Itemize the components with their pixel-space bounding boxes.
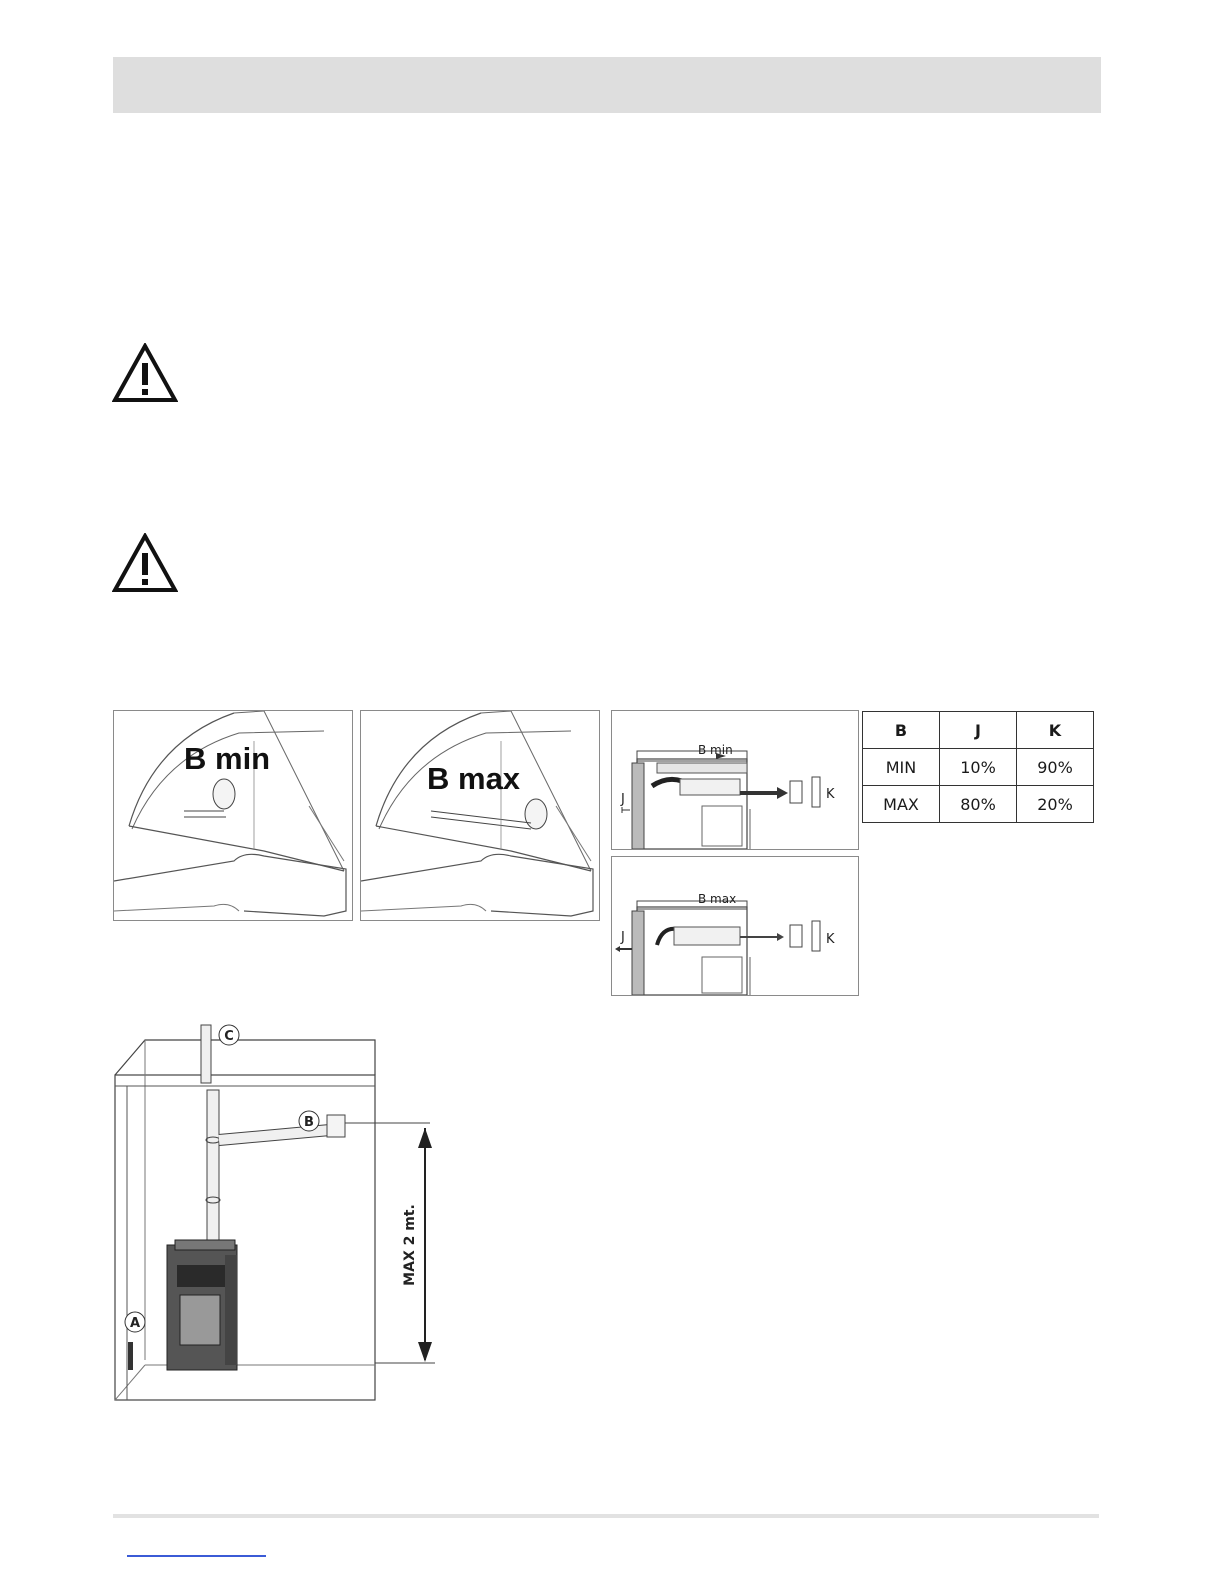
- table-row: [863, 749, 1094, 786]
- letter-k-top: K: [826, 787, 835, 802]
- height-label: MAX 2 mt.: [402, 1204, 418, 1286]
- schematic-top-label: B min: [698, 743, 733, 757]
- letter-j-top: J: [621, 792, 625, 807]
- b-max-label: B max: [427, 761, 521, 796]
- warning-icon: [112, 533, 178, 593]
- label-a: A: [129, 1316, 141, 1331]
- footer-link-underline[interactable]: [127, 1555, 266, 1557]
- table-cell: MIN: [863, 749, 940, 786]
- schematic-b-min: [611, 710, 859, 850]
- schematic-b-max: [611, 856, 859, 996]
- table-cell: MAX: [863, 786, 940, 823]
- table-header: K: [1017, 712, 1094, 749]
- table-row: [863, 786, 1094, 823]
- table-cell: 80%: [940, 786, 1017, 823]
- table-cell: 90%: [1017, 749, 1094, 786]
- table-header: B: [863, 712, 940, 749]
- table-header: J: [940, 712, 1017, 749]
- letter-j-bottom: J: [621, 930, 625, 945]
- footer-rule: [113, 1514, 1099, 1518]
- table-cell: 10%: [940, 749, 1017, 786]
- header-band: [113, 57, 1101, 113]
- table-cell: 20%: [1017, 786, 1094, 823]
- b-min-label: B min: [184, 741, 271, 776]
- installation-diagram: [105, 1020, 450, 1410]
- warning-icon: [112, 343, 178, 403]
- label-b: B: [304, 1115, 314, 1130]
- label-c: C: [224, 1029, 234, 1044]
- schematic-bottom-label: B max: [698, 892, 737, 906]
- b-min-drawing: [113, 710, 353, 921]
- b-j-k-table: [862, 711, 1094, 823]
- table-header-row: [863, 712, 1094, 749]
- letter-k-bottom: K: [826, 932, 835, 947]
- b-max-drawing: [360, 710, 600, 921]
